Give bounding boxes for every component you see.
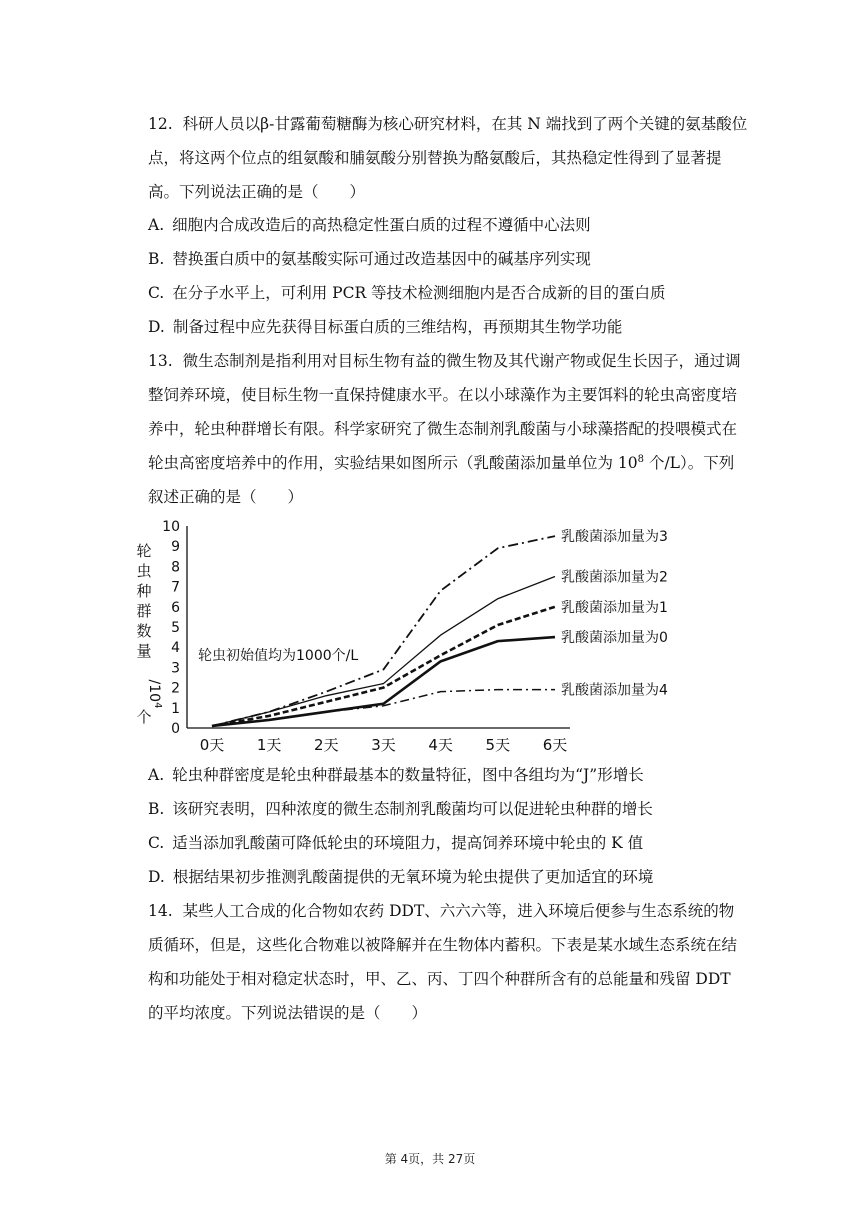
series-label: 乳酸菌添加量为4 (561, 682, 668, 699)
question-12-stem (148, 107, 748, 209)
option-text: 在分子水平上，可利用 PCR 等技术检测细胞内是否合成新的目的蛋白质 (172, 284, 666, 302)
x-tick-label: 1天 (256, 736, 282, 754)
question-text: 微生态制剂是指利用对目标生物有益的微生物及其代谢产物或促生长因子，通过调整饲养环境，使目标生物一直保持健康水平。在以小球藻作为主要饵料的轮虫高密度培养中，轮虫种群增长有限。科学家研究了微生态制剂乳酸菌与小球藻搭配的投喂模式在轮虫高密度培养中的作用，实验结果如图所示（乳酸菌添加量单位为 10 (148, 352, 741, 472)
option-letter: B. (148, 250, 165, 268)
chart-axes (187, 526, 570, 728)
page-footer: 第 4页，共 27页 (384, 1152, 476, 1166)
y-tick-label: 2 (171, 680, 180, 697)
y-axis-label (136, 542, 163, 726)
y-label-tail (136, 708, 151, 726)
y-tick-label: 10 (162, 519, 180, 535)
x-tick-label: 2天 (314, 736, 339, 754)
y-tick-label: 3 (171, 660, 180, 677)
option-letter: A. (148, 216, 165, 234)
option-text: 该研究表明，四种浓度的微生态制剂乳酸菌均可以促进轮虫种群的增长 (172, 800, 653, 818)
x-tick-label: 0天 (199, 736, 225, 754)
x-tick-label: 5天 (485, 736, 511, 754)
q13-option-b (148, 792, 768, 826)
series-label: 乳酸菌添加量为1 (561, 599, 668, 616)
series-line (212, 607, 555, 726)
y-tick-label: 1 (171, 700, 180, 717)
option-text: 轮虫种群密度是轮虫种群最基本的数量特征，图中各组均为“J”形增长 (172, 766, 644, 784)
series-label: 乳酸菌添加量为3 (561, 529, 668, 546)
option-letter: A. (148, 766, 165, 784)
y-tick-label: 0 (171, 721, 180, 737)
y-tick-label: 8 (171, 559, 180, 576)
option-letter: D. (148, 318, 165, 336)
y-label-char: 群 (136, 602, 152, 620)
q12-option-d (148, 310, 768, 344)
q13-option-c (148, 826, 768, 860)
option-text: 根据结果初步推测乳酸菌提供的无氧环境为轮虫提供了更加适宜的环境 (172, 868, 654, 886)
y-label-char: 轮 (136, 542, 152, 560)
y-tick-label: 6 (171, 599, 180, 616)
option-text: 细胞内合成改造后的高热稳定性蛋白质的过程不遵循中心法则 (172, 216, 591, 234)
y-label-char: 种 (136, 582, 152, 600)
question-number: 13. (148, 352, 173, 370)
option-letter: D. (148, 868, 165, 886)
question-13-stem (148, 344, 748, 514)
question-text: 科研人员以β-甘露葡萄糖酶为核心研究材料，在其 N 端找到了两个关键的氨基酸位点，将这两个位点的组氨酸和脯氨酸分别替换为酪氨酸后，其热稳定性得到了显著提高。下列说法正确的是（ ） (148, 115, 748, 201)
series-line (212, 536, 555, 726)
series-label: 乳酸菌添加量为2 (561, 569, 668, 586)
q12-option-a (148, 208, 768, 242)
series-lines (212, 536, 555, 726)
q13-option-d (148, 860, 768, 894)
option-letter: B. (148, 800, 165, 818)
option-text: 制备过程中应先获得目标蛋白质的三维结构，再预期其生物学功能 (172, 318, 623, 336)
y-label-char: 虫 (136, 562, 152, 580)
x-tick-label: 3天 (371, 736, 396, 754)
y-label-unit-text: $/10^4$ (146, 679, 163, 709)
x-tick-label: 4天 (428, 736, 453, 754)
y-label-tail-text: 个 (136, 708, 152, 726)
exponent: 8 (637, 453, 645, 465)
y-tick-label: 4 (171, 640, 180, 657)
option-letter: C. (148, 284, 165, 302)
question-14-stem (148, 894, 748, 1030)
question-number: 14. (148, 902, 173, 920)
q12-option-c (148, 276, 768, 310)
question-text-tail: 个/L）。下列叙述正确的是（ ） (148, 454, 735, 506)
q12-option-b (148, 242, 768, 276)
rotifer-population-chart (130, 508, 710, 758)
y-tick-labels (162, 519, 180, 737)
y-label-char: 数 (136, 622, 152, 640)
option-letter: C. (148, 834, 165, 852)
y-label-char: 量 (136, 642, 152, 660)
x-tick-labels (200, 736, 568, 754)
q13-option-a (148, 758, 768, 792)
series-label: 乳酸菌添加量为0 (561, 630, 668, 647)
y-label-unit (146, 680, 163, 709)
question-text: 某些人工合成的化合物如农药 DDT、六六六等，进入环境后便参与生态系统的物质循环，但是，这些化合物难以被降解并在生物体内蓄积。下表是某水域生态系统在结构和功能处于相对稳定状态时，甲、乙、丙、丁四个种群所含有的总能量和残留 DDT 的平均浓度。下列说法错误的是（ ） (148, 902, 738, 1022)
y-tick-label: 9 (171, 539, 180, 556)
option-text: 替换蛋白质中的氨基酸实际可通过改造基因中的碱基序列实现 (172, 250, 591, 268)
series-line (212, 690, 555, 726)
option-text: 适当添加乳酸菌可降低轮虫的环境阻力，提高饲养环境中轮虫的 K 值 (172, 834, 644, 852)
chart-annotation: 轮虫初始值均为1000个/L (198, 648, 359, 664)
series-labels (561, 528, 668, 699)
x-tick-label: 6天 (542, 736, 568, 754)
y-tick-label: 5 (171, 620, 180, 636)
y-tick-label: 7 (171, 579, 180, 596)
question-number: 12. (148, 115, 173, 133)
